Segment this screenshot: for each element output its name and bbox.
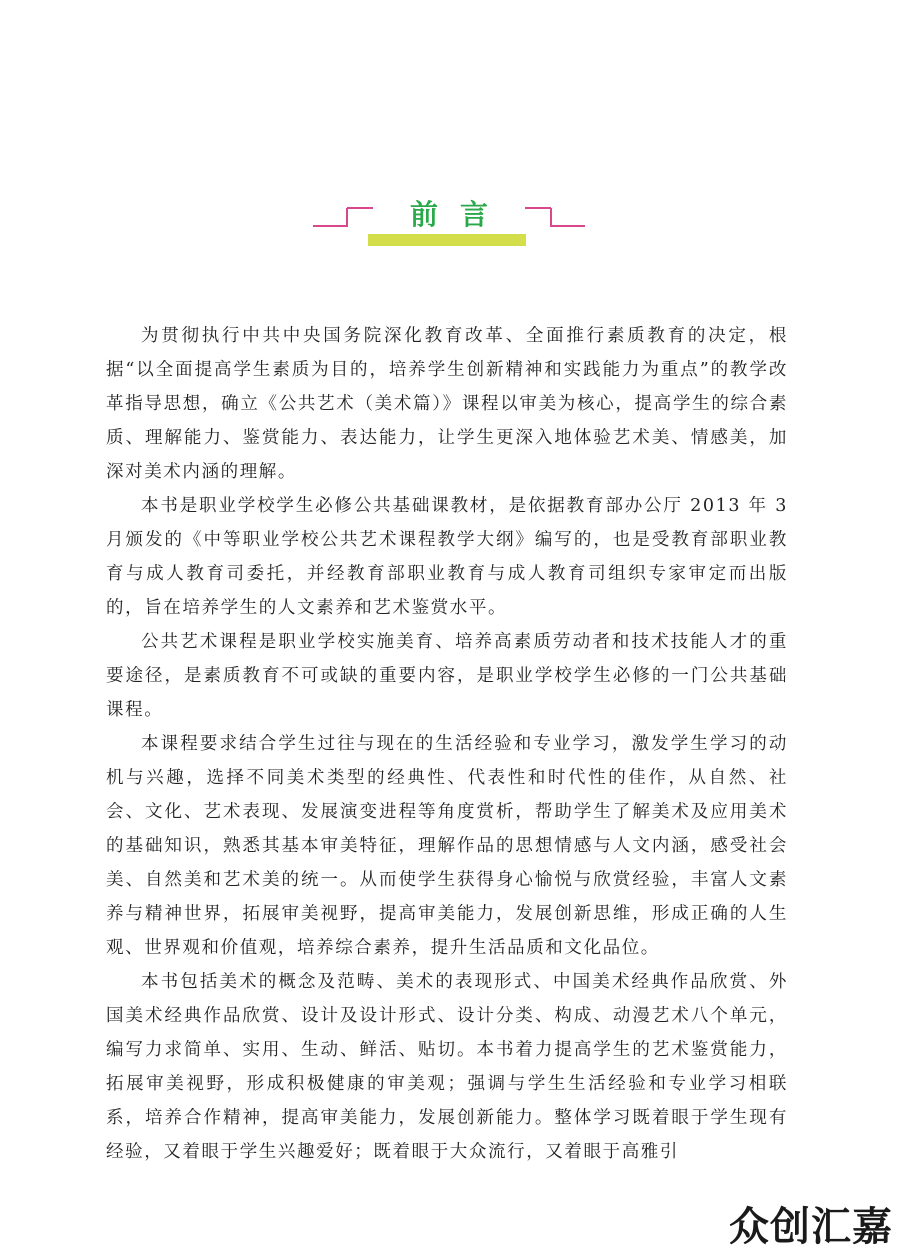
paragraph-1: 为贯彻执行中共中央国务院深化教育改革、全面推行素质教育的决定，根据“以全面提高学生素质为目的，培养学生创新精神和实践能力为重点”的教学改革指导思想，确立《公共艺术（美术篇）》课程以审美为核心，提高学生的综合素质、理解能力、鉴赏能力、表达能力，让学生更深入地体验艺术美、情感美，加深对美术内涵的理解。: [106, 326, 788, 482]
paragraph-5: 本书包括美术的概念及范畴、美术的表现形式、中国美术经典作品欣赏、外国美术经典作品欣赏、设计及设计形式、设计分类、构成、动漫艺术八个单元，编写力求简单、实用、生动、鲜活、贴切。本书着力提高学生的艺术鉴赏能力，拓展审美视野，形成积极健康的审美观；强调与学生生活经验和专业学习相联系，培养合作精神，提高审美能力，发展创新能力。整体学习既着眼于学生现有经验，又着眼于学生兴趣爱好；既着眼于大众流行，又着眼于高雅引: [106, 972, 788, 1162]
page-title: 前言: [409, 198, 510, 231]
preface-body: [106, 319, 788, 1169]
paragraph-4: 本课程要求结合学生过往与现在的生活经验和专业学习，激发学生学习的动机与兴趣，选择不同美术类型的经典性、代表性和时代性的佳作，从自然、社会、文化、艺术表现、发展演变进程等角度赏析，帮助学生了解美术及应用美术的基础知识，熟悉其基本审美特征，理解作品的思想情感与人文内涵，感受社会美、自然美和艺术美的统一。从而使学生获得身心愉悦与欣赏经验，丰富人文素养与精神世界，拓展审美视野，提高审美能力，发展创新思维，形成正确的人生观、世界观和价值观，培养综合素养，提升生活品质和文化品位。: [106, 734, 788, 958]
watermark-logo: 众创汇嘉: [729, 1204, 893, 1250]
paragraph-3: 公共艺术课程是职业学校实施美育、培养高素质劳动者和技术技能人才的重要途径，是素质教育不可或缺的重要内容，是职业学校学生必修的一门公共基础课程。: [106, 632, 788, 720]
section-heading: [313, 196, 585, 252]
paragraph-2: 本书是职业学校学生必修公共基础课教材，是依据教育部办公厅 2013 年 3 月颁发的《中等职业学校公共艺术课程教学大纲》编写的，也是受教育部职业教育与成人教育司委托，并经教育部职业教育与成人教育司组织专家审定而出版的，旨在培养学生的人文素养和艺术鉴赏水平。: [106, 496, 788, 618]
